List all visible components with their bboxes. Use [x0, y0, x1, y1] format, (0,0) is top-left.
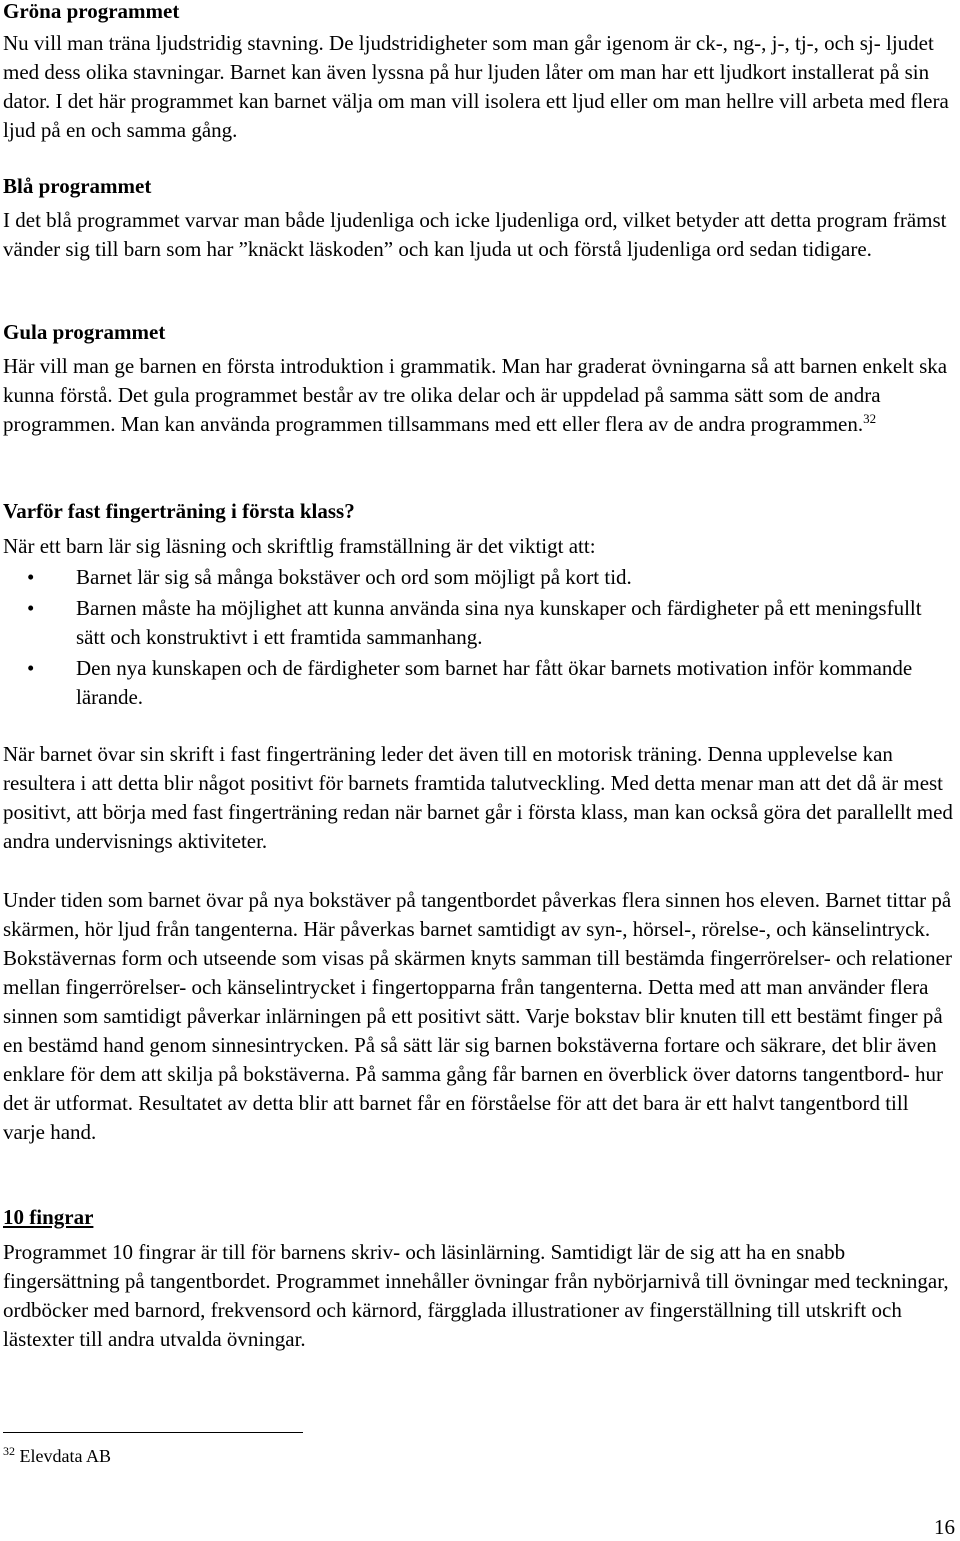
list-item [3, 594, 955, 652]
bullet-list [3, 563, 955, 714]
footnote-text: Elevdata AB [19, 1446, 111, 1466]
section-heading-bla: Blå programmet [3, 174, 152, 198]
paragraph-gula-text: Här vill man ge barnen en första introduktion i grammatik. Man har graderat övningarna så att barnen enkelt ska kunna förstå. Det gula programmet består av tre olika delar och är uppdelad på samma sätt som de andra programmen. Man kan använda programmen tillsammans med ett eller flera av de andra programmen. [3, 354, 948, 436]
list-item [3, 654, 955, 712]
bullet-icon: • [27, 656, 35, 680]
paragraph-10-fingrar: Programmet 10 fingrar är till för barnens skriv- och läsinlärning. Samtidigt lär de sig att ha en snabb fingersättning på tangentbordet. Programmet innehåller övningar från nybörjarnivå till övningar med teckningar, ordböcker med barnord, frekvensord och kärnord, färgglada illustrationer av fingerställning till utskrift och lästexter till andra utvalda övningar. [3, 1240, 949, 1351]
footnote-divider [3, 1432, 303, 1433]
paragraph-gula [3, 352, 955, 439]
section-heading-10-fingrar: 10 fingrar [3, 1205, 94, 1229]
page-number: 16 [934, 1515, 955, 1539]
paragraph-grona: Nu vill man träna ljudstridig stavning. De ljudstridigheter som man går igenom är ck-, ng-, j-, tj-, och sj- ljudet med dess olika stavningar. Barnet kan även lyssna på hur ljuden låter om man har ett ljudkort installerat på sin dator. I det här programmet kan barnet välja om man vill isolera ett ljud eller om man hellre vill arbeta med flera ljud på en och samma gång. [3, 31, 949, 142]
list-item-text: Barnet lär sig så många bokstäver och ord som möjligt på kort tid. [76, 565, 632, 589]
paragraph-varfor-intro: När ett barn lär sig läsning och skriftlig framställning är det viktigt att: [3, 534, 596, 558]
footnote-reference[interactable]: 32 [863, 411, 877, 426]
paragraph-senses: Under tiden som barnet övar på nya bokstäver på tangentbordet påverkas flera sinnen hos eleven. Barnet tittar på skärmen, hör ljud från tangenterna. Här påverkas barnet samtidigt av syn-, hörsel-, rörelse-, och känselintryck. Bokstävernas form och utseende som visas på skärmen knyts samman till bestämda fingerrörelser- och relationer mellan fingerrörelser- och känselintrycket i fingertopparna från tangenterna. Detta med att man använder flera sinnen som samtidigt påverkar inlärningen på ett positivt sätt. Varje bokstav blir knuten till ett bestämt finger på en bestämd hand genom sinnesintrycken. På så sätt lär sig barnen bokstäverna fortare och säkrare, det blir även enklare för dem att skilja på bokstäverna. På samma gång får barnen en överblick över datorns tangentbord- hur det är utformat. Resultatet av detta blir att barnet får en förståelse för att det bara är ett halvt tangentbord till varje hand. [3, 888, 952, 1144]
footnote [3, 1444, 111, 1468]
list-item [3, 563, 955, 592]
section-heading-gula: Gula programmet [3, 320, 166, 344]
section-heading-grona: Gröna programmet [3, 0, 180, 23]
list-item-text: Den nya kunskapen och de färdigheter som barnet har fått ökar barnets motivation inför kommande lärande. [76, 656, 913, 709]
list-item-text: Barnen måste ha möjlighet att kunna använda sina nya kunskaper och färdigheter på ett meningsfullt sätt och konstruktivt i ett framtida sammanhang. [76, 596, 922, 649]
footnote-number: 32 [3, 1444, 15, 1458]
bullet-icon: • [27, 565, 35, 589]
paragraph-bla: I det blå programmet varvar man både ljudenliga och icke ljudenliga ord, vilket betyder att detta program främst vänder sig till barn som har ”knäckt läskoden” och kan ljuda ut och förstå ljudenliga ord sedan tidigare. [3, 208, 947, 261]
bullet-icon: • [27, 596, 35, 620]
section-heading-varfor: Varför fast fingerträning i första klass? [3, 499, 355, 523]
paragraph-motor-training: När barnet övar sin skrift i fast fingerträning leder det även till en motorisk träning. Denna upplevelse kan resultera i att detta blir något positivt för barnets framtida talutveckling. Med detta menar man att det då är mest positivt, att börja med fast fingerträning redan när barnet går i första klass, man kan också göra det parallellt med andra undervisnings aktiviteter. [3, 742, 953, 853]
